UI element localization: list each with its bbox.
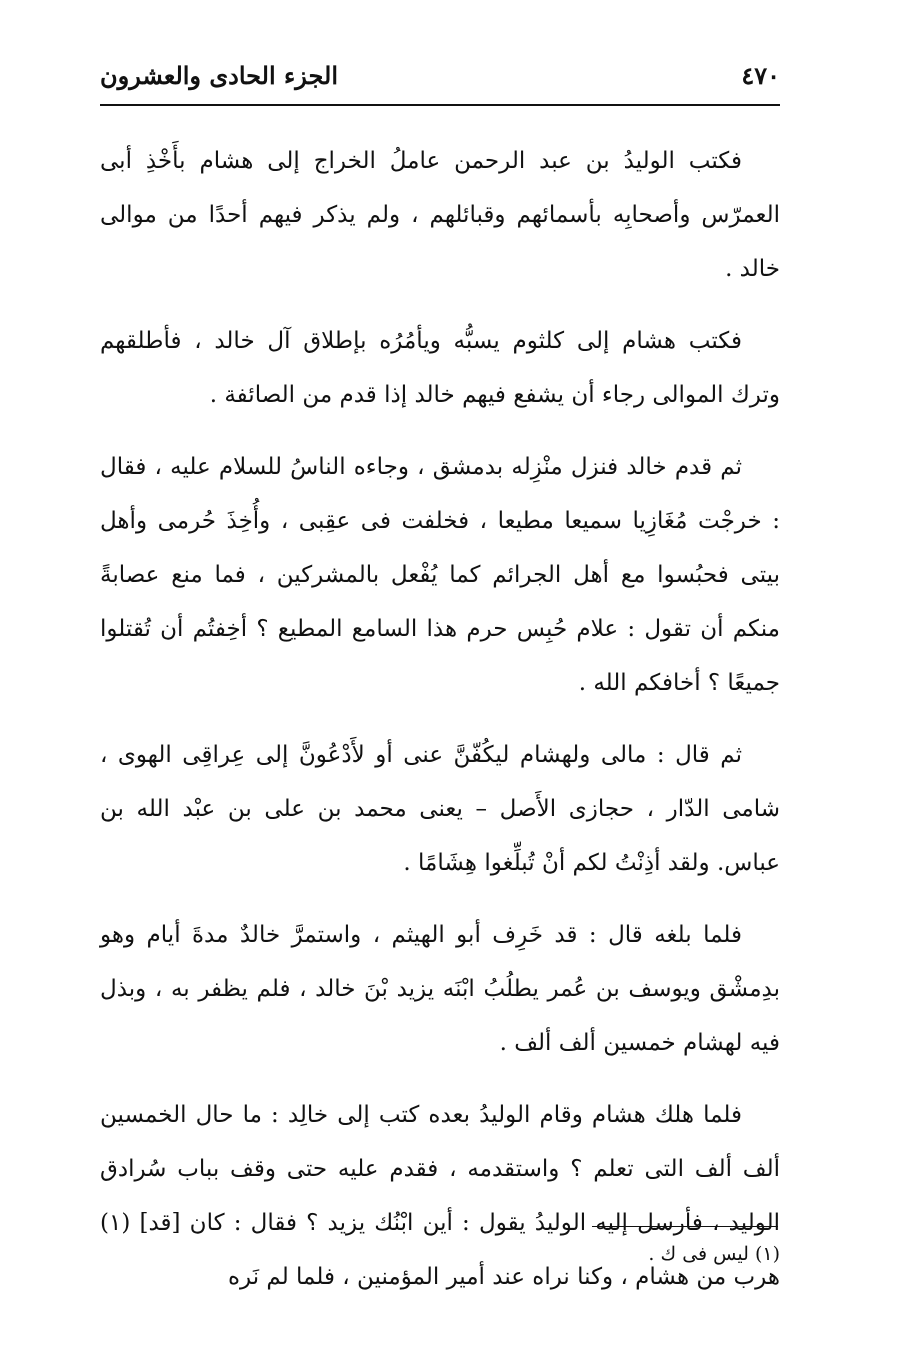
page-body bbox=[100, 134, 780, 1322]
footnote: (١) ليس فى ك . bbox=[648, 1243, 780, 1265]
paragraph-2: فكتب هشام إلى كلثوم يسبُّه ويأمُرُه بإطلاق آل خالد ، فأطلقهم وترك الموالى رجاء أن يشفع فيهم خالد إذا قدم من الصائفة . bbox=[100, 328, 780, 408]
page-number: ٤٧٠ bbox=[741, 60, 780, 90]
paragraph-3: ثم قدم خالد فنزل منْزِله بدمشق ، وجاءه الناسُ للسلام عليه ، فقال : خرجْت مُغَازِيا سميعا مطيعا ، فخلفت فى عقِبى ، وأُخِذَ حُرمى وأهل بيتى فحبُسوا مع أهل الجرائم كما يُفْعل بالمشركين ، فما منع عصابةً منكم أن تقول : علام حُبِس حرم هذا السامع المطيع ؟ أخِفتُم أن تُقتلوا جميعًا ؟ أخافكم الله . bbox=[100, 454, 780, 696]
paragraph-4: ثم قال : مالى ولهشام ليكُفّنَّ عنى أو لأَدْعُونَّ إلى عِراقِى الهوى ، شامى الدّار ، حجازى الأَصل – يعنى محمد بن على بن عبْد الله بن عباس. ولقد أذِنْتُ لكم أنْ تُبلِّغوا هِشَامًا . bbox=[100, 742, 780, 876]
page-header bbox=[100, 52, 780, 98]
header-rule bbox=[100, 104, 780, 106]
running-title: الجزء الحادى والعشرون bbox=[100, 60, 338, 90]
paragraph-6: فلما هلك هشام وقام الوليدُ بعده كتب إلى خالِد : ما حال الخمسين ألف ألف التى تعلم ؟ واستقدمه ، فقدم عليه حتى وقف بباب سُرادق الوليد ، فأرسل إليه الوليدُ يقول : أين ابْنُك يزيد ؟ فقال : كان [قد] (١) هرب من هشام ، وكنا نراه عند أمير المؤمنين ، فلما لم نَره bbox=[100, 1102, 780, 1290]
footnote-rule bbox=[592, 1226, 778, 1227]
paragraph-5: فلما بلغه قال : قد خَرِف أبو الهيثم ، واستمرَّ خالدٌ مدةَ أيام وهو بدِمشْق ويوسف بن عُمر يطلُبُ ابْنَه يزيد بْنَ خالد ، فلم يظفر به ، وبذل فيه لهشام خمسين ألف ألف . bbox=[100, 922, 780, 1056]
paragraph-1: فكتب الوليدُ بن عبد الرحمن عاملُ الخراج إلى هشام بأَخْذِ أبى العمرّس وأصحابِه بأسمائهم وقبائلهم ، ولم يذكر فيهم أحدًا من موالى خالد . bbox=[100, 148, 780, 282]
